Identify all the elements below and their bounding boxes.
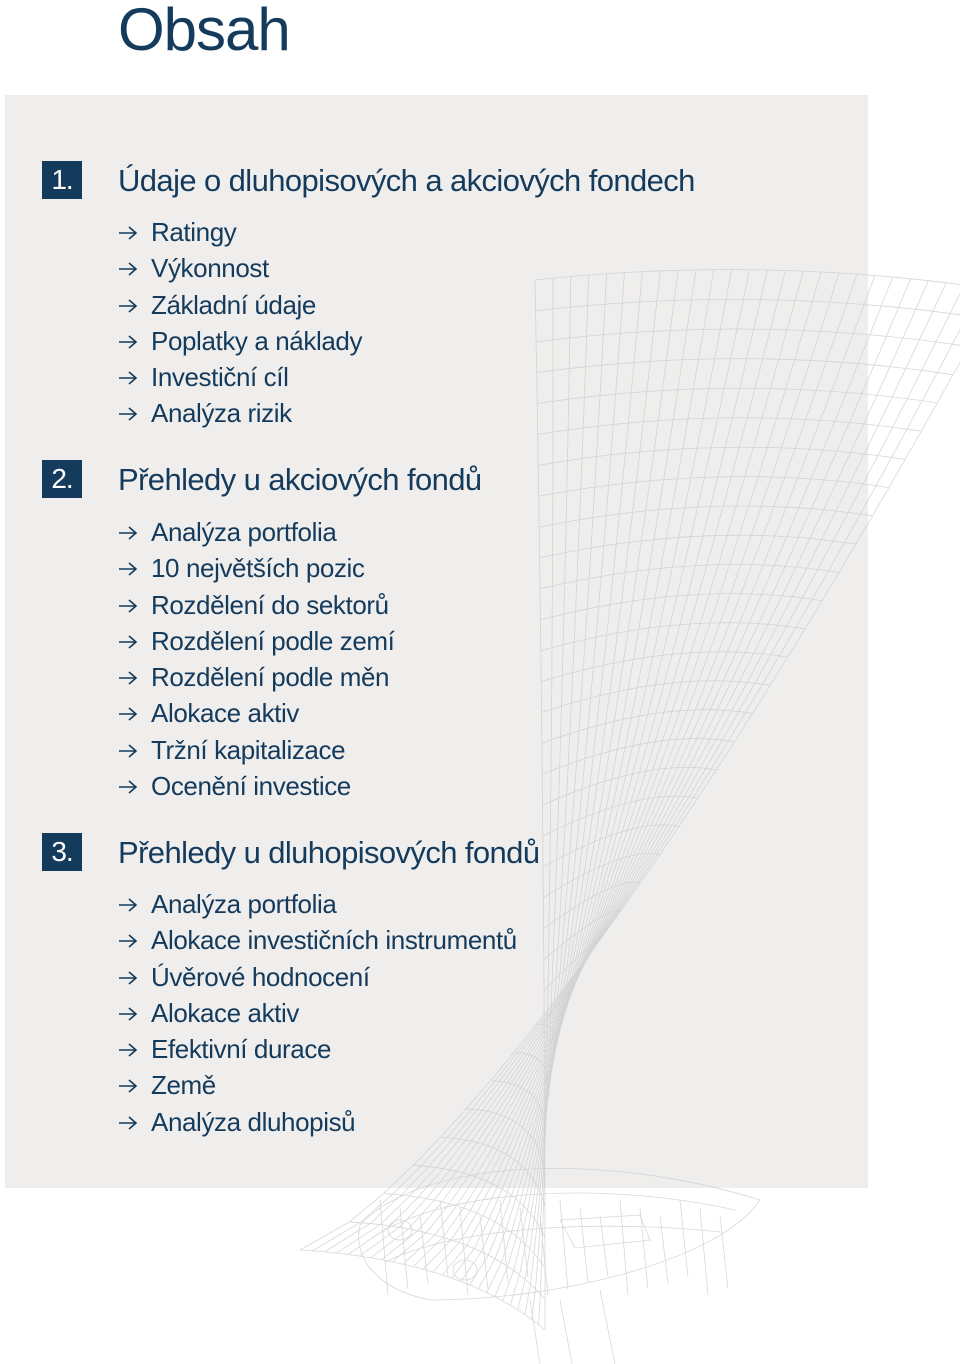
arrow-right-icon	[118, 634, 138, 650]
page-title: Obsah	[118, 0, 290, 63]
arrow-right-icon	[118, 1078, 138, 1094]
arrow-right-icon	[118, 1006, 138, 1022]
list-item-label: Alokace investičních instrumentů	[151, 925, 517, 956]
arrow-right-icon	[118, 933, 138, 949]
list-item-label: Základní údaje	[151, 289, 316, 320]
list-item-label: Investiční cíl	[151, 362, 289, 393]
arrow-right-icon	[118, 670, 138, 686]
arrow-right-icon	[118, 298, 138, 314]
list-item-label: Rozdělení podle měn	[151, 662, 390, 693]
arrow-right-icon	[118, 1115, 138, 1131]
list-item-label: Ocenění investice	[151, 771, 351, 802]
list-item-label: 10 největších pozic	[151, 553, 365, 584]
section-number-badge: 1.	[42, 161, 82, 199]
arrow-right-icon	[118, 706, 138, 722]
arrow-right-icon	[118, 370, 138, 386]
list-item-label: Tržní kapitalizace	[151, 734, 346, 765]
list-item-label: Efektivní durace	[151, 1034, 332, 1065]
section-number-badge: 2.	[42, 460, 82, 498]
arrow-right-icon	[118, 897, 138, 913]
section-title[interactable]: Přehledy u dluhopisových fondů	[118, 835, 540, 870]
arrow-right-icon	[118, 261, 138, 277]
section-title[interactable]: Údaje o dluhopisových a akciových fondech	[118, 163, 695, 198]
list-item-label: Analýza dluhopisů	[151, 1106, 356, 1137]
list-item-label: Rozdělení do sektorů	[151, 589, 389, 620]
arrow-right-icon	[118, 561, 138, 577]
list-item-label: Poplatky a náklady	[151, 325, 363, 356]
list-item-label: Výkonnost	[151, 253, 269, 284]
arrow-right-icon	[118, 406, 138, 422]
section-number-badge: 3.	[42, 833, 82, 871]
list-item-label: Analýza portfolia	[151, 517, 337, 547]
arrow-right-icon	[118, 598, 138, 614]
section-title[interactable]: Přehledy u akciových fondů	[118, 462, 482, 497]
arrow-right-icon	[118, 225, 138, 241]
list-item-label: Analýza portfolia	[151, 889, 337, 919]
arrow-right-icon	[118, 743, 138, 759]
list-item-label: Země	[151, 1070, 216, 1101]
arrow-right-icon	[118, 525, 138, 541]
list-item-label: Ratingy	[151, 217, 237, 247]
list-item-label: Alokace aktiv	[151, 997, 299, 1028]
list-item-label: Úvěrové hodnocení	[151, 961, 370, 992]
arrow-right-icon	[118, 970, 138, 986]
list-item-label: Alokace aktiv	[151, 698, 299, 729]
arrow-right-icon	[118, 779, 138, 795]
arrow-right-icon	[118, 1042, 138, 1058]
list-item-label: Analýza rizik	[151, 398, 292, 429]
arrow-right-icon	[118, 334, 138, 350]
list-item-label: Rozdělení podle zemí	[151, 625, 395, 656]
